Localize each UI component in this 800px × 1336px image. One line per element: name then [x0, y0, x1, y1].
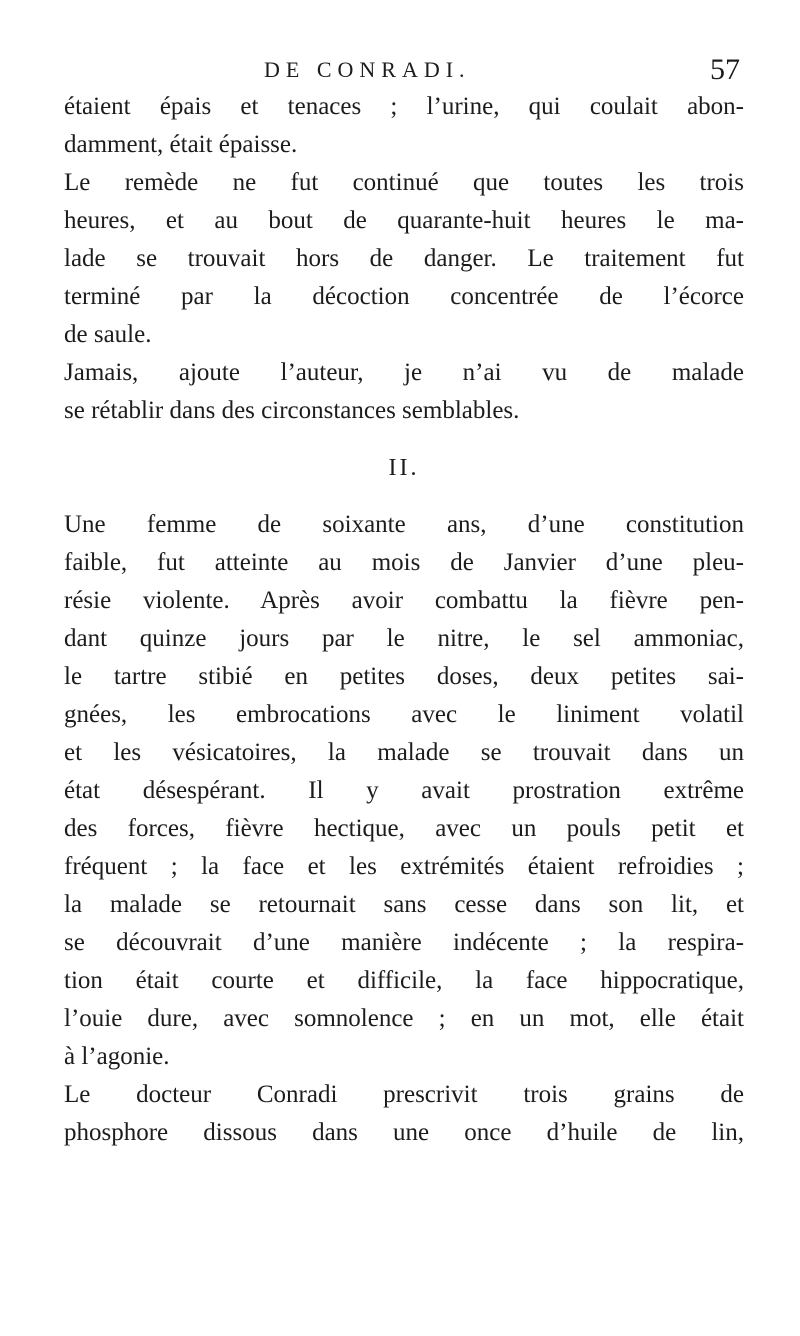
text-line: phosphore dissous dans une once d’huile de lin, [64, 1119, 744, 1146]
text-line: de saule. [64, 321, 152, 348]
page-number: 57 [710, 53, 740, 86]
text-line: Le docteur Conradi prescrivit trois grains de [64, 1081, 744, 1108]
running-head [0, 50, 800, 90]
text-line: fréquent ; la face et les extrémités étaient refroidies ; [64, 853, 744, 880]
text-line: l’ouie dure, avec somnolence ; en un mot, elle était [64, 1005, 744, 1032]
paragraph-4 [64, 506, 744, 1076]
text-line: damment, était épaisse. [64, 131, 298, 158]
text-line: des forces, fièvre hectique, avec un pouls petit et [64, 815, 744, 842]
text-line: heures, et au bout de quarante-huit heures le ma- [64, 207, 744, 234]
text-line: dant quinze jours par le nitre, le sel ammoniac, [64, 625, 744, 652]
text-line: tion était courte et difficile, la face hippocratique, [64, 967, 744, 994]
text-line: Le remède ne fut continué que toutes les trois [64, 169, 744, 196]
text-line: se rétablir dans des circonstances semblables. [64, 397, 520, 424]
text-line: à l’agonie. [64, 1043, 170, 1070]
text-line: étaient épais et tenaces ; l’urine, qui coulait abon- [64, 93, 744, 120]
running-head-title: DE CONRADI. [264, 57, 471, 82]
paragraph-5 [64, 1076, 744, 1152]
text-line: Une femme de soixante ans, d’une constitution [64, 511, 744, 538]
paragraph-1 [64, 88, 744, 164]
text-line: se découvrait d’une manière indécente ; la respira- [64, 929, 744, 956]
text-line: Jamais, ajoute l’auteur, je n’ai vu de malade [64, 359, 744, 386]
paragraph-2 [64, 164, 744, 354]
text-line: lade se trouvait hors de danger. Le traitement fut [64, 245, 744, 272]
text-line: la malade se retournait sans cesse dans son lit, et [64, 891, 744, 918]
text-line: résie violente. Après avoir combattu la fièvre pen- [64, 587, 744, 614]
body-text [64, 88, 744, 1152]
section-heading: II. [388, 455, 420, 481]
text-line: et les vésicatoires, la malade se trouvait dans un [64, 739, 744, 766]
paragraph-3 [64, 354, 744, 430]
text-line: faible, fut atteinte au mois de Janvier d’une pleu- [64, 549, 744, 576]
text-line: état désespérant. Il y avait prostration extrême [64, 777, 744, 804]
text-line: gnées, les embrocations avec le liniment volatil [64, 701, 744, 728]
text-line: le tartre stibié en petites doses, deux petites sai- [64, 663, 744, 690]
text-line: terminé par la décoction concentrée de l’écorce [64, 283, 744, 310]
